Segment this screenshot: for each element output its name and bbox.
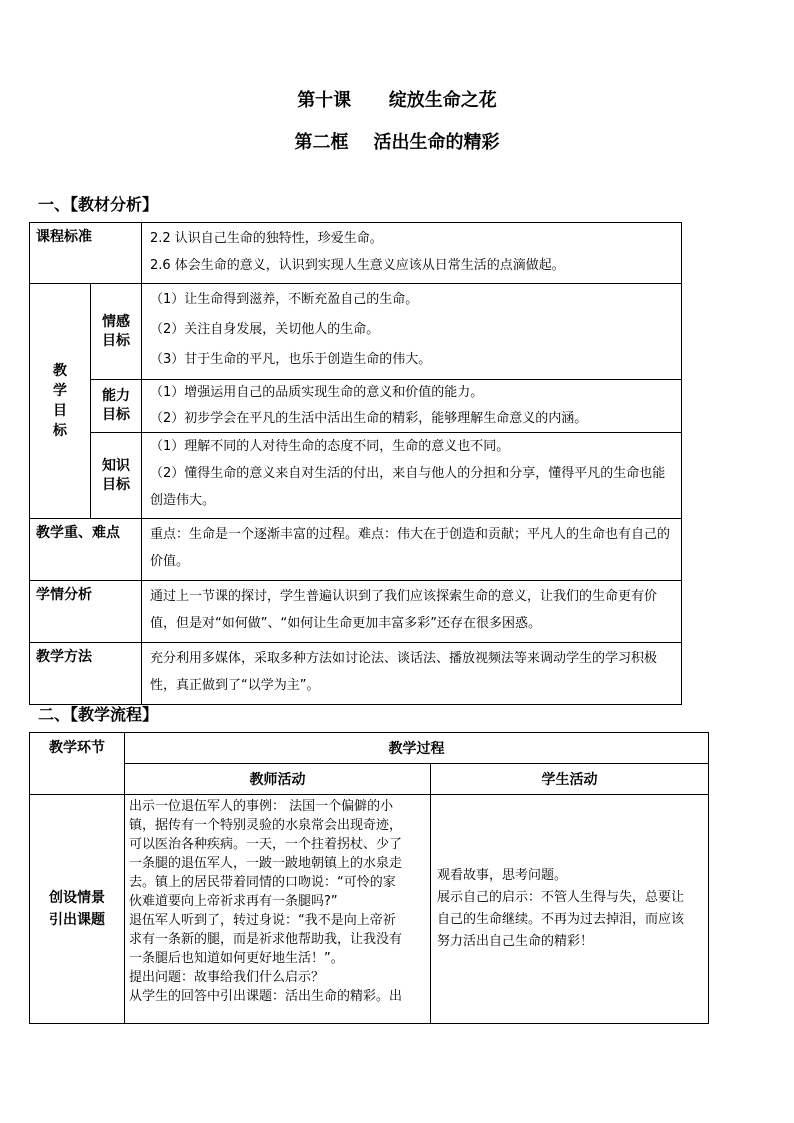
- teaching-goals-label: [30, 284, 91, 519]
- teacher-line: 退伍军人听到了，转过身说：“我不是向上帝祈: [129, 913, 396, 928]
- student-line: 观看故事，思考问题。: [437, 868, 568, 883]
- student-line: 自己的生命继续。不再为过去掉泪，而应该: [437, 912, 685, 927]
- knowledge-goals-content: [142, 433, 682, 519]
- knowledge-goal-item: （2）懂得生命的意义来自对生活的付出，来自与他人的分担和分享，懂得平凡的生命也能创造伟大。: [150, 466, 666, 508]
- table-row-emotion-goals: [30, 284, 682, 380]
- teacher-line: 镇，据传有一个特别灵验的水泉常会出现奇迹，: [129, 818, 403, 833]
- flow-subheader-row: [30, 764, 709, 795]
- goals-label-char: 教: [53, 363, 67, 379]
- table-row: [30, 795, 709, 1024]
- lesson-title: 第十课 绽放生命之花: [297, 90, 497, 111]
- process-column-header: 教学过程: [125, 733, 709, 764]
- section-heading-flow: 二、【教学流程】: [38, 705, 159, 724]
- methods-content: 充分利用多媒体，采取多种方法如讨论法、谈话法、播放视频法等来调动学生的学习积极性，真正做到了“以学为主”。: [142, 643, 682, 705]
- ability-goal-item: （1）增强运用自己的品质实现生命的意义和价值的能力。: [150, 385, 484, 400]
- student-activity: [431, 795, 709, 1024]
- student-line: 努力活出自己生命的精彩！: [437, 934, 594, 949]
- section-heading-analysis: 一、【教材分析】: [38, 195, 159, 214]
- goals-label-char: 标: [53, 423, 67, 439]
- student-line: 展示自己的启示：不管人生得与失，总要让: [437, 890, 685, 905]
- knowledge-label-line: 目标: [102, 476, 130, 493]
- table-row-students: [30, 581, 682, 643]
- ability-label-line: 能力: [102, 388, 130, 404]
- lesson-subtitle: 第二框 活出生命的精彩: [294, 132, 500, 153]
- emotion-goals-label: [91, 284, 142, 380]
- stage-column-header: 教学环节: [30, 733, 125, 795]
- teacher-line: 可以医治各种疾病。一天，一个拄着拐杖、少了: [129, 837, 403, 852]
- knowledge-goals-label: [91, 433, 142, 519]
- teacher-line: 伙难道要向上帝祈求再有一条腿吗?”: [129, 894, 338, 909]
- ability-goals-label: [91, 380, 142, 433]
- emotion-goals-content: [142, 284, 682, 380]
- emotion-goal-item: （2）关注自身发展，关切他人的生命。: [150, 322, 380, 337]
- students-content: 通过上一节课的探讨，学生普遍认识到了我们应该探索生命的意义，让我们的生命更有价值，但是对“如何做”、“如何让生命更加丰富多彩”还存在很多困惑。: [142, 581, 682, 643]
- emotion-label-line: 情感: [102, 313, 130, 330]
- teacher-line: 一条腿后也知道如何更好地生活！”。: [129, 951, 344, 966]
- curriculum-line: 2.2 认识自己生命的独特性，珍爱生命。: [150, 231, 383, 246]
- teacher-line: 从学生的回答中引出课题：活出生命的精彩。出: [129, 989, 403, 1004]
- teacher-activity: [125, 795, 431, 1024]
- knowledge-label-line: 知识: [102, 457, 130, 474]
- emotion-goal-item: （3）甘于生命的平凡，也乐于创造生命的伟大。: [150, 352, 432, 367]
- teacher-line: 求有一条新的腿，而是祈求他帮助我，让我没有: [129, 932, 403, 947]
- keypoints-label: 教学重、难点: [30, 519, 142, 581]
- students-label: 学情分析: [30, 581, 142, 643]
- teacher-activity-header: 教师活动: [125, 764, 431, 795]
- curriculum-content: [142, 223, 682, 284]
- teacher-line: 出示一位退伍军人的事例： 法国一个偏僻的小: [129, 799, 394, 814]
- stage-label: [30, 795, 125, 1024]
- table-row-methods: [30, 643, 682, 705]
- stage-label-line: 引出课题: [49, 912, 105, 928]
- emotion-goal-item: （1）让生命得到滋养，不断充盈自己的生命。: [150, 292, 419, 307]
- ability-goals-content: [142, 380, 682, 433]
- table-row-ability-goals: [30, 380, 682, 433]
- knowledge-goal-item: （1）理解不同的人对待生命的态度不同，生命的意义也不同。: [150, 439, 510, 454]
- table-row-keypoints: [30, 519, 682, 581]
- ability-label-line: 目标: [102, 407, 130, 423]
- ability-goal-item: （2）初步学会在平凡的生活中活出生命的精彩，能够理解生命意义的内涵。: [150, 411, 588, 426]
- flow-header-row: [30, 733, 709, 764]
- table-row-knowledge-goals: [30, 433, 682, 519]
- methods-label: 教学方法: [30, 643, 142, 705]
- stage-label-line: 创设情景: [49, 890, 105, 906]
- keypoints-content: 重点：生命是一个逐渐丰富的过程。难点：伟大在于创造和贡献；平凡人的生命也有自己的价值。: [142, 519, 682, 581]
- table-row-curriculum: [30, 223, 682, 284]
- analysis-table: [29, 222, 682, 705]
- goals-label-char: 目: [53, 403, 67, 419]
- flow-table: [29, 732, 709, 1024]
- student-activity-header: 学生活动: [431, 764, 709, 795]
- teacher-line: 一条腿的退伍军人，一跛一跛地朝镇上的水泉走: [129, 856, 403, 871]
- curriculum-line: 2.6 体会生命的意义，认识到实现人生意义应该从日常生活的点滴做起。: [150, 258, 565, 273]
- teacher-line: 去。镇上的居民带着同情的口吻说：“可怜的家: [129, 875, 396, 890]
- teacher-line: 提出问题：故事给我们什么启示？: [129, 970, 325, 985]
- curriculum-label: 课程标准: [30, 223, 142, 284]
- goals-label-char: 学: [53, 383, 67, 399]
- emotion-label-line: 目标: [102, 332, 130, 349]
